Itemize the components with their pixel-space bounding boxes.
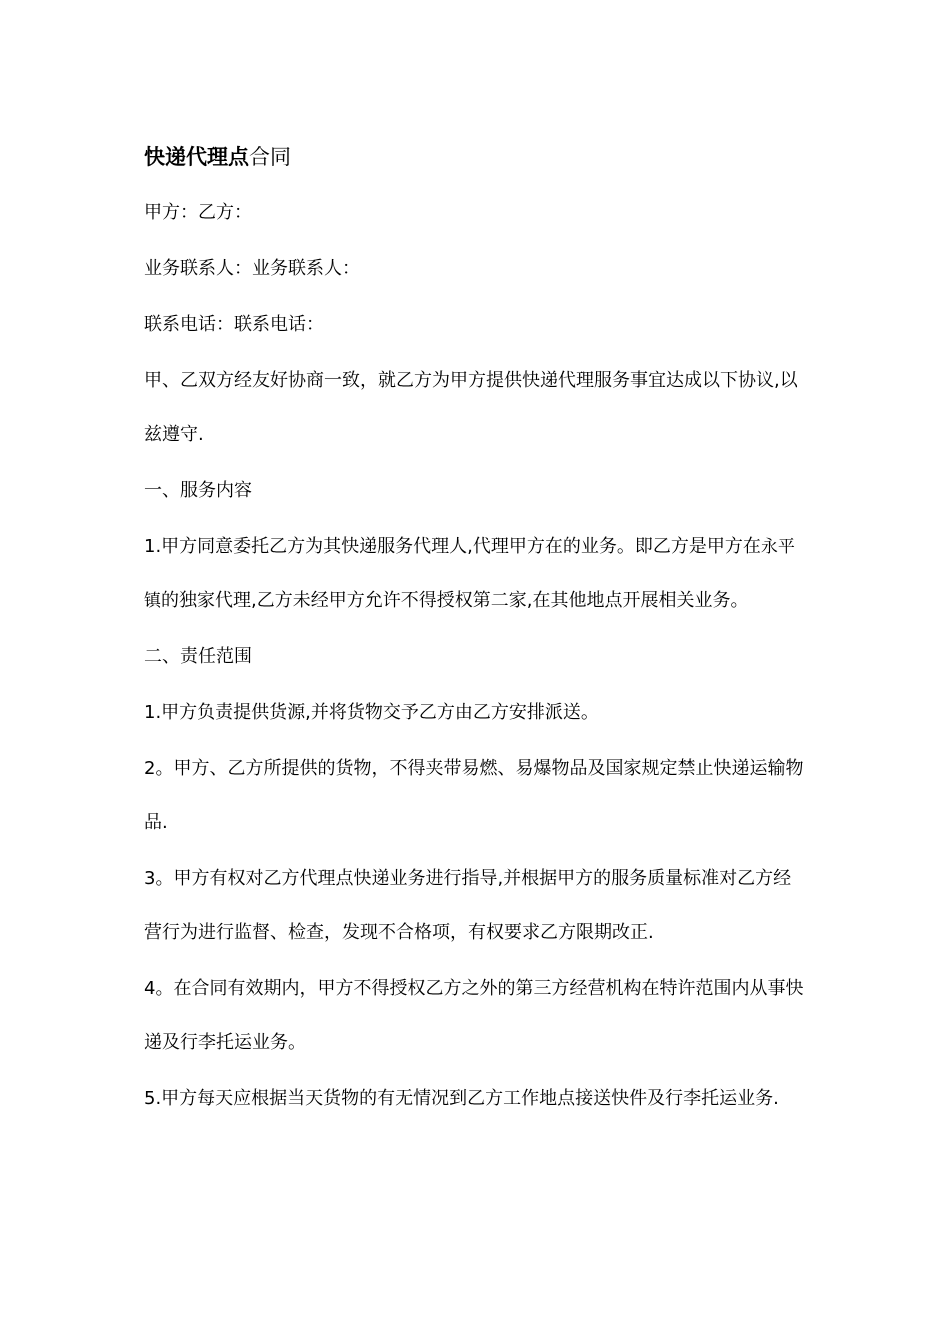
s1-item1-pre: 1.甲方同意委托乙方为其快递服务代理人,代理甲方在的业务。即乙方是甲方在 bbox=[144, 536, 761, 557]
section1-item1 bbox=[144, 520, 804, 628]
section2-heading: 二、责任范围 bbox=[144, 646, 252, 667]
section2-item1: 1.甲方负责提供货源,并将货物交予乙方由乙方安排派送。 bbox=[144, 702, 599, 723]
intro-paragraph: 甲、乙双方经友好协商一致，就乙方为甲方提供快递代理服务事宜达成以下协议,以兹遵守. bbox=[144, 370, 798, 445]
section2-item2: 2。甲方、乙方所提供的货物，不得夹带易燃、易爆物品及国家规定禁止快递运输物品. bbox=[144, 758, 804, 833]
section2-item4: 4。在合同有效期内，甲方不得授权乙方之外的第三方经营机构在特许范围内从事快递及行李托运业务。 bbox=[144, 978, 804, 1053]
section2-item5: 5.甲方每天应根据当天货物的有无情况到乙方工作地点接送快件及行李托运业务. bbox=[144, 1088, 779, 1109]
title-bold-part: 快递代理点 bbox=[144, 145, 249, 169]
party-line: 甲方：乙方： bbox=[144, 202, 252, 223]
s1-item1-post: 的独家代理,乙方未经甲方允许不得授权第二家,在其他地点开展相关业务。 bbox=[161, 590, 749, 611]
section2-item3: 3。甲方有权对乙方代理点快递业务进行指导,并根据甲方的服务质量标准对乙方经营行为进行监督、检查，发现不合格项，有权要求乙方限期改正. bbox=[144, 868, 792, 943]
document-body bbox=[144, 140, 804, 1136]
s1-item1-place: 永平镇 bbox=[144, 537, 795, 611]
phone-line: 联系电话：联系电话： bbox=[144, 314, 324, 335]
section1-heading: 一、服务内容 bbox=[144, 480, 252, 501]
title-rest-part: 合同 bbox=[249, 145, 291, 169]
contact-line: 业务联系人：业务联系人： bbox=[144, 258, 360, 279]
document-title bbox=[144, 140, 804, 174]
